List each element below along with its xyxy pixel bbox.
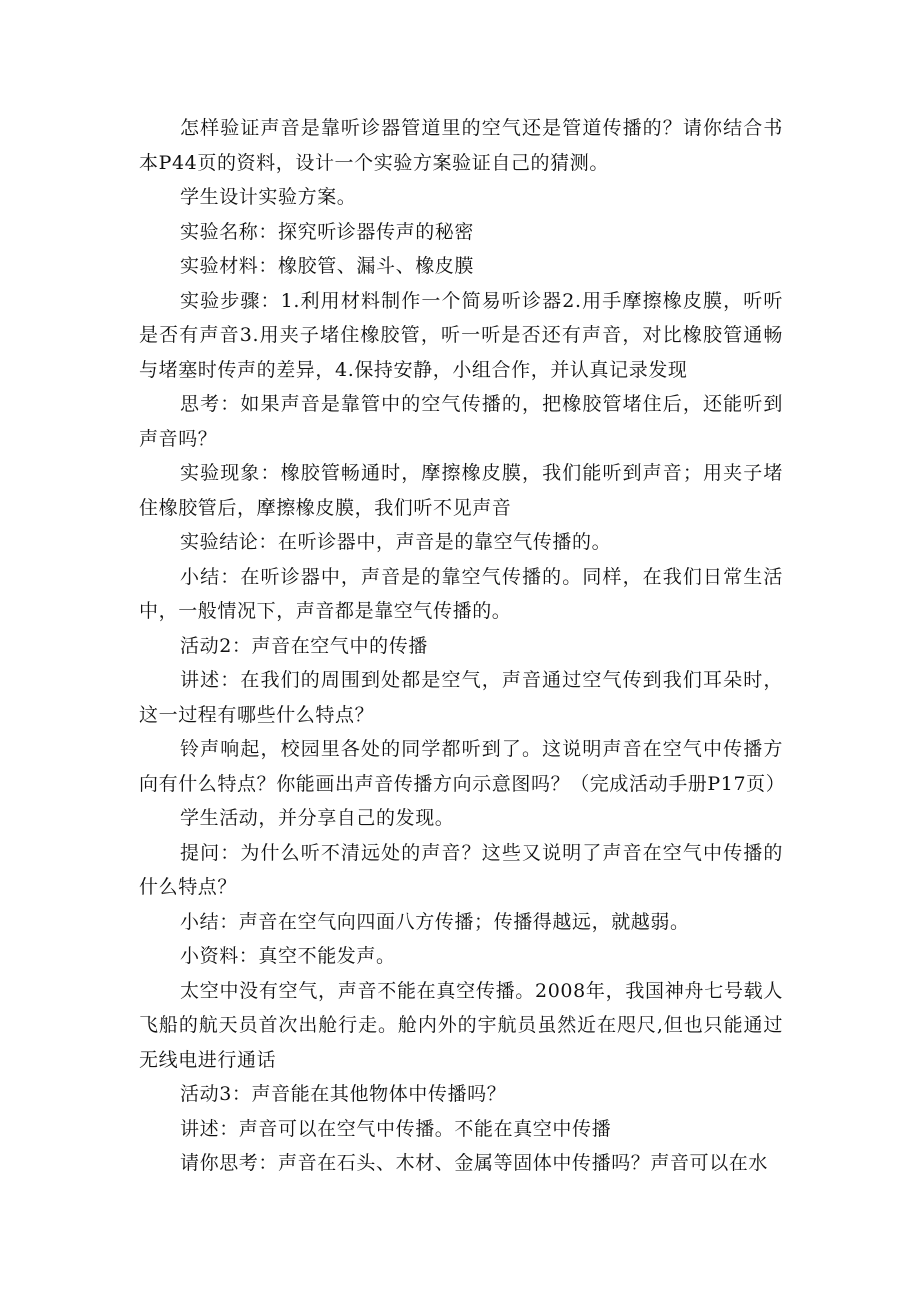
paragraph-student-activity: 学生活动，并分享自己的发现。 [180,807,455,829]
paragraph-think: 思考：如果声音是靠管中的空气传播的，把橡胶管堵住后，还能听到声音吗？ [139,393,783,450]
paragraph-narration-1: 讲述：在我们的周围到处都是空气，声音通过空气传到我们耳朵时，这一过程有哪些什么特点？ [139,669,783,726]
paragraph-summary-2: 小结：声音在空气向四面八方传播；传播得越远，就越弱。 [180,910,690,933]
paragraph-question-2: 提问：为什么听不清远处的声音？这些又说明了声音在空气中传播的什么特点？ [139,841,783,898]
paragraph-activity-2-heading: 活动2：声音在空气中的传播 [180,634,428,657]
paragraph-narration-2: 讲述：声音可以在空气中传播。不能在真空中传播 [180,1117,612,1140]
paragraph-activity-3-heading: 活动3：声音能在其他物体中传播吗？ [180,1083,507,1105]
paragraph-question: 怎样验证声音是靠听诊器管道里的空气还是管道传播的？请你结合书本P44页的资料，设计一个实验方案验证自己的猜测。 [139,117,783,174]
paragraph-experiment-name: 实验名称：探究听诊器传声的秘密 [180,220,475,243]
document-page [139,111,786,1181]
paragraph-info-heading: 小资料：真空不能发声。 [180,945,396,967]
paragraph-conclusion: 实验结论：在听诊器中，声音是的靠空气传播的。 [180,531,612,553]
paragraph-student-design: 学生设计实验方案。 [180,186,357,208]
paragraph-experiment-materials: 实验材料：橡胶管、漏斗、橡皮膜 [180,255,475,277]
paragraph-space: 太空中没有空气，声音不能在真空传播。2008年，我国神舟七号载人飞船的航天员首次出舱行走。舱内外的宇航员虽然近在咫尺,但也只能通过无线电进行通话 [139,979,783,1071]
paragraph-bell: 铃声响起，校园里各处的同学都听到了。这说明声音在空气中传播方向有什么特点？你能画出声音传播方向示意图吗？（完成活动手册P17页） [139,738,786,795]
paragraph-experiment-steps: 实验步骤：1.利用材料制作一个简易听诊器2.用手摩擦橡皮膜，听听是否有声音3.用夹子堵住橡胶管，听一听是否还有声音，对比橡胶管通畅与堵塞时传声的差异，4.保持安静，小组合作，并认真记录发现 [139,289,783,381]
paragraph-summary-1: 小结：在听诊器中，声音是的靠空气传播的。同样，在我们日常生活中，一般情况下，声音都是靠空气传播的。 [139,565,783,622]
paragraph-think-2: 请你思考：声音在石头、木材、金属等固体中传播吗？声音可以在水 [180,1152,769,1174]
paragraph-phenomenon: 实验现象：橡胶管畅通时，摩擦橡皮膜，我们能听到声音；用夹子堵住橡胶管后，摩擦橡皮膜，我们听不见声音 [139,462,783,519]
